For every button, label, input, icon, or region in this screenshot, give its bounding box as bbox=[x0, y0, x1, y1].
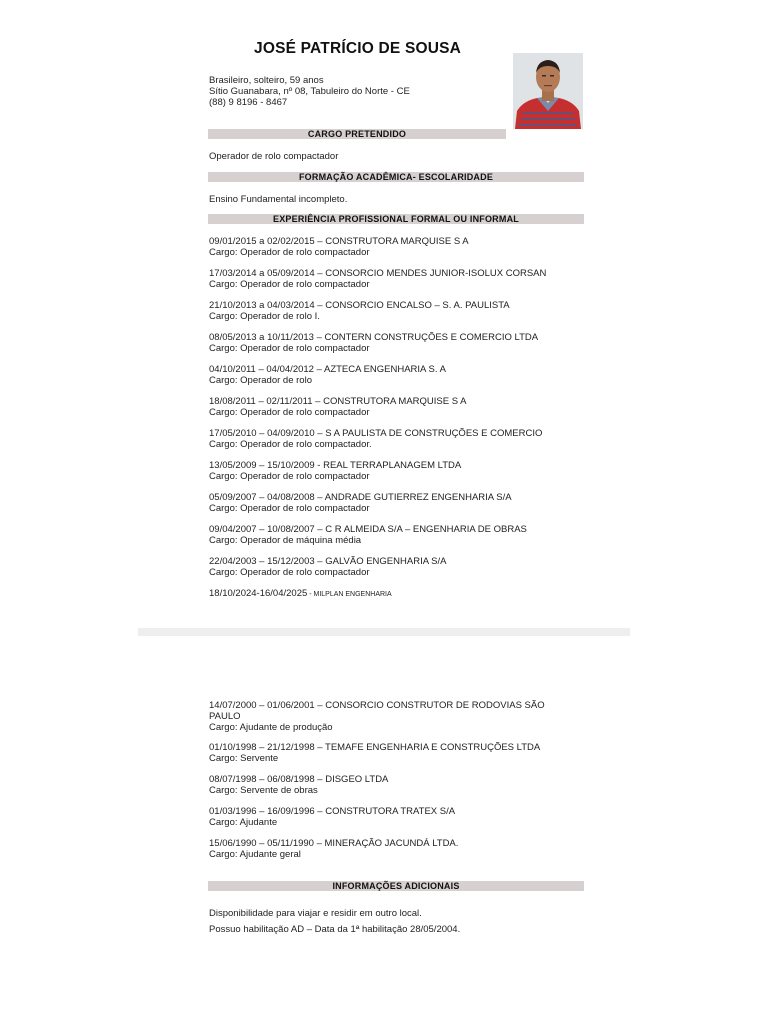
experience-entry bbox=[209, 300, 510, 322]
experience-role: Cargo: Ajudante de produção bbox=[209, 722, 333, 733]
experience-role: Cargo: Operador de rolo compactador bbox=[209, 407, 370, 418]
experience-entry bbox=[209, 492, 512, 514]
experience-entry-latest bbox=[209, 588, 392, 600]
info-line: Disponibilidade para viajar e residir em outro local. bbox=[209, 908, 422, 919]
experience-line: 14/07/2000 – 01/06/2001 – CONSORCIO CONSTRUTOR DE RODOVIAS SÃO PAULO bbox=[209, 700, 545, 722]
experience-line: 01/03/1996 – 16/09/1996 – CONSTRUTORA TRATEX S/A bbox=[209, 806, 456, 817]
experience-dates: 18/10/2024-16/04/2025 bbox=[209, 588, 308, 599]
experience-entry bbox=[209, 460, 461, 482]
experience-line: 17/05/2010 – 04/09/2010 – S A PAULISTA DE CONSTRUÇÕES E COMERCIO bbox=[209, 428, 543, 439]
experience-line: 15/06/1990 – 05/11/1990 – MINERAÇÃO JACUNDÁ LTDA. bbox=[209, 838, 459, 849]
experience-role: Cargo: Operador de rolo bbox=[209, 375, 312, 386]
experience-line: 01/10/1998 – 21/12/1998 – TEMAFE ENGENHARIA E CONSTRUÇÕES LTDA bbox=[209, 742, 541, 753]
experience-entry bbox=[209, 332, 538, 354]
section-header-formacao: FORMAÇÃO ACADÊMICA- ESCOLARIDADE bbox=[208, 172, 584, 182]
experience-role: Cargo: Operador de rolo compactador bbox=[209, 471, 370, 482]
candidate-name: JOSÉ PATRÍCIO DE SOUSA bbox=[254, 40, 462, 57]
experience-role: Cargo: Servente bbox=[209, 753, 279, 764]
section-header-info: INFORMAÇÕES ADICIONAIS bbox=[208, 881, 584, 891]
experience-role: Cargo: Ajudante bbox=[209, 817, 278, 828]
experience-line: 08/07/1998 – 06/08/1998 – DISGEO LTDA bbox=[209, 774, 389, 785]
experience-entry bbox=[209, 838, 458, 860]
experience-entry bbox=[209, 236, 469, 258]
experience-line: 18/08/2011 – 02/11/2011 – CONSTRUTORA MARQUISE S A bbox=[209, 396, 467, 407]
experience-entry bbox=[209, 364, 446, 386]
page-separator bbox=[138, 628, 630, 636]
experience-role: Cargo: Operador de rolo compactador bbox=[209, 343, 370, 354]
experience-role: Cargo: Operador de máquina média bbox=[209, 535, 362, 546]
experience-entry bbox=[209, 806, 455, 828]
address: Sítio Guanabara, nº 08, Tabuleiro do Norte - CE bbox=[209, 86, 410, 97]
info-line: Possuo habilitação AD – Data da 1ª habilitação 28/05/2004. bbox=[209, 924, 461, 935]
experience-role: Cargo: Operador de rolo compactador. bbox=[209, 439, 372, 450]
experience-line: 05/09/2007 – 04/08/2008 – ANDRADE GUTIERREZ ENGENHARIA S/A bbox=[209, 492, 512, 503]
experience-entry bbox=[209, 774, 388, 796]
experience-entry bbox=[209, 524, 527, 546]
experience-line: 21/10/2013 a 04/03/2014 – CONSORCIO ENCALSO – S. A. PAULISTA bbox=[209, 300, 510, 311]
experience-role: Cargo: Operador de rolo compactador bbox=[209, 567, 370, 578]
section-header-cargo: CARGO PRETENDIDO bbox=[208, 129, 506, 139]
formacao-value: Ensino Fundamental incompleto. bbox=[209, 194, 348, 205]
experience-line: 09/04/2007 – 10/08/2007 – C R ALMEIDA S/A – ENGENHARIA DE OBRAS bbox=[209, 524, 527, 535]
section-header-experiencia: EXPERIÊNCIA PROFISSIONAL FORMAL OU INFORMAL bbox=[208, 214, 584, 224]
experience-entry bbox=[209, 428, 542, 450]
experience-line: 09/01/2015 a 02/02/2015 – CONSTRUTORA MARQUISE S A bbox=[209, 236, 469, 247]
experience-line: 22/04/2003 – 15/12/2003 – GALVÃO ENGENHARIA S/A bbox=[209, 556, 447, 567]
phone-number: (88) 9 8196 - 8467 bbox=[209, 97, 288, 108]
experience-entry bbox=[209, 556, 446, 578]
experience-role: Cargo: Operador de rolo compactador bbox=[209, 503, 370, 514]
contact-info bbox=[209, 75, 410, 108]
experience-line: 04/10/2011 – 04/04/2012 – AZTECA ENGENHARIA S. A bbox=[209, 364, 446, 375]
experience-entry bbox=[209, 268, 546, 290]
experience-entry bbox=[209, 700, 569, 733]
cargo-value: Operador de rolo compactador bbox=[209, 151, 339, 162]
experience-line: 08/05/2013 a 10/11/2013 – CONTERN CONSTRUÇÕES E COMERCIO LTDA bbox=[209, 332, 539, 343]
experience-role: Cargo: Operador de rolo I. bbox=[209, 311, 320, 322]
experience-role: Cargo: Servente de obras bbox=[209, 785, 318, 796]
personal-details: Brasileiro, solteiro, 59 anos bbox=[209, 75, 324, 86]
resume-page-2 bbox=[0, 636, 768, 1024]
experience-line: 13/05/2009 – 15/10/2009 - REAL TERRAPLANAGEM LTDA bbox=[209, 460, 462, 471]
experience-company: - MILPLAN ENGENHARIA bbox=[307, 591, 392, 598]
experience-line: 17/03/2014 a 05/09/2014 – CONSORCIO MENDES JUNIOR-ISOLUX CORSAN bbox=[209, 268, 547, 279]
profile-photo bbox=[513, 53, 583, 129]
experience-role: Cargo: Operador de rolo compactador bbox=[209, 247, 370, 258]
experience-entry bbox=[209, 742, 540, 764]
experience-role: Cargo: Operador de rolo compactador bbox=[209, 279, 370, 290]
experience-role: Cargo: Ajudante geral bbox=[209, 849, 301, 860]
experience-entry bbox=[209, 396, 467, 418]
